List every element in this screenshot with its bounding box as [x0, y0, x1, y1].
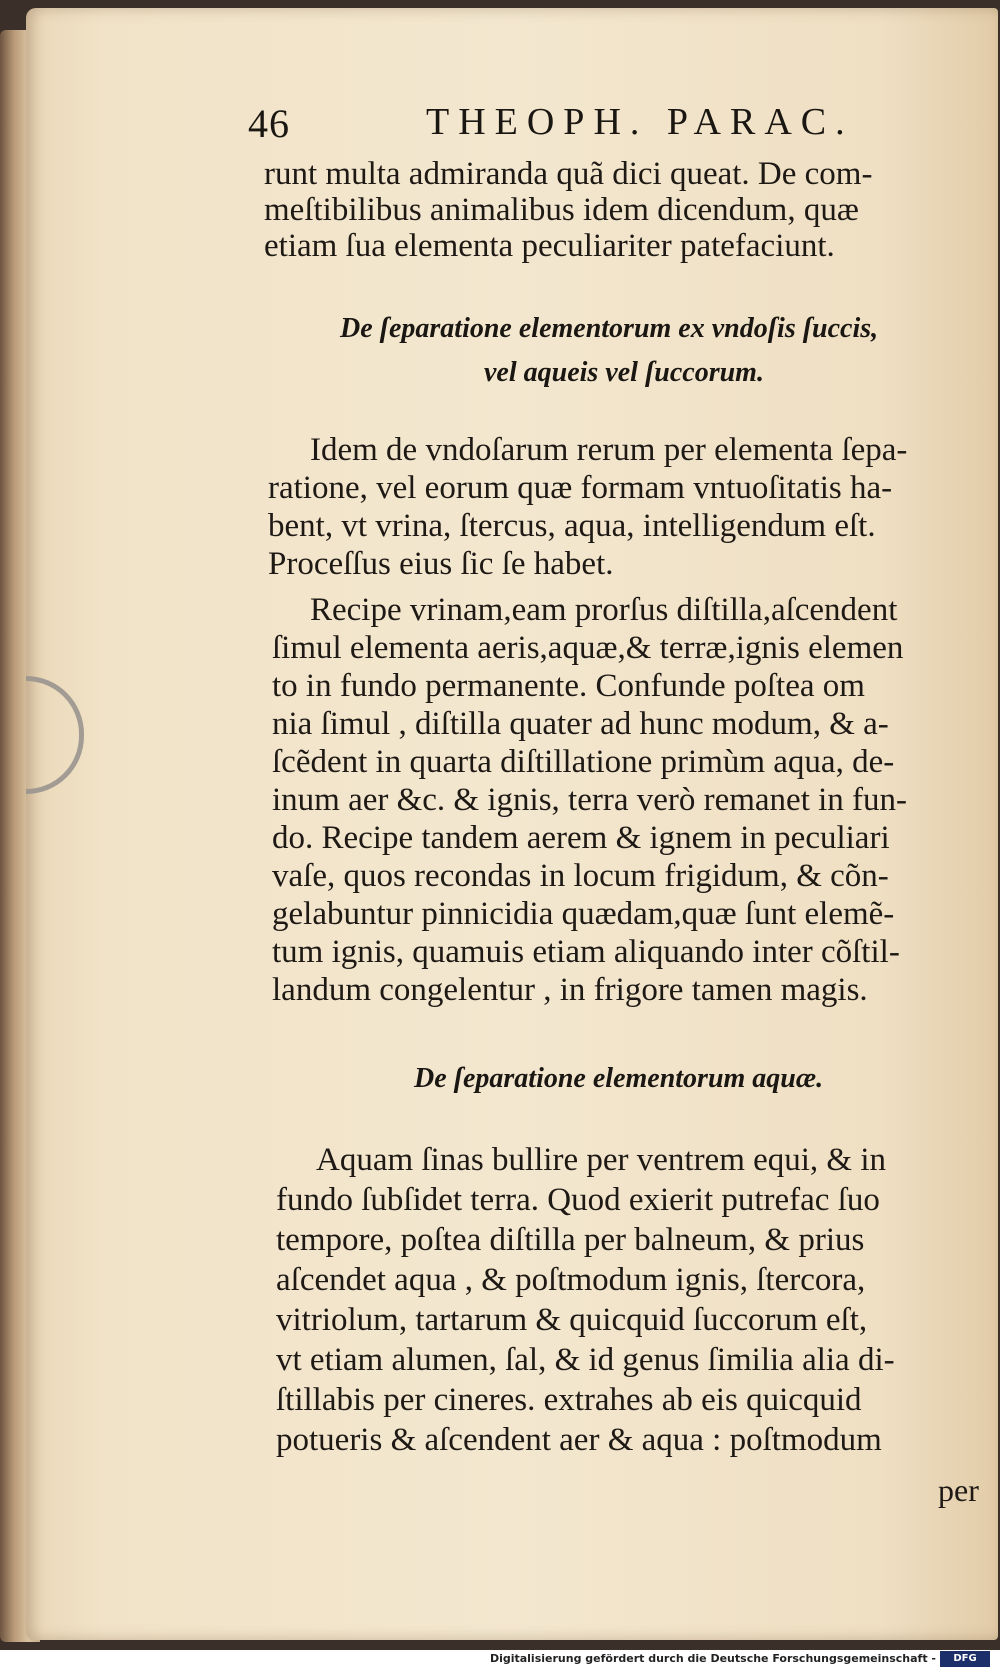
text-line: ſtillabis per cineres. extrahes ab eis quicquid — [276, 1382, 862, 1418]
text-line: nia ſimul , diſtilla quater ad hunc modum, & a- — [272, 706, 889, 742]
text-line: landum congelentur , in frigore tamen magis. — [272, 972, 868, 1008]
text-line: etiam ſua elementa peculiariter patefaciunt. — [264, 228, 835, 264]
text-line: Recipe vrinam,eam prorſus diſtilla,aſcendent — [310, 592, 898, 628]
catchword: per — [938, 1472, 979, 1508]
dfg-logo: DFG — [940, 1651, 990, 1667]
page-header — [248, 100, 888, 150]
text-line: vt etiam alumen, ſal, & id genus ſimilia alia di- — [276, 1342, 895, 1378]
digitization-credit: Digitalisierung gefördert durch die Deutsche Forschungsgemeinschaft - — [489, 1652, 936, 1665]
text-line: tum ignis, quamuis etiam aliquando inter cõſtil- — [272, 934, 900, 970]
text-line: inum aer &c. & ignis, terra verò remanet in fun- — [272, 782, 908, 818]
text-line: runt multa admiranda quã dici queat. De com- — [264, 156, 873, 192]
running-title: THEOPH. PARAC. — [426, 101, 854, 143]
text-line: bent, vt vrina, ſtercus, aqua, intelligendum eſt. — [268, 508, 876, 544]
section-heading: De ſeparatione elementorum aquæ. — [414, 1063, 824, 1094]
text-line: gelabuntur pinnicidia quædam,quæ ſunt elemẽ- — [272, 896, 895, 932]
text-line: to in fundo permanente. Confunde poſtea om — [272, 668, 865, 704]
text-line: Idem de vndoſarum rerum per elementa ſepa- — [310, 432, 908, 468]
text-line: ſimul elementa aeris,aquæ,& terræ,ignis elemen — [272, 630, 904, 666]
text-line: potueris & aſcendent aer & aqua : poſtmodum — [276, 1422, 882, 1458]
text-line: ratione, vel eorum quæ formam vntuoſitatis ha- — [268, 470, 893, 506]
text-line: Aquam ſinas bullire per ventrem equi, & in — [316, 1142, 887, 1178]
text-line: ſcẽdent in quarta diſtillatione primùm aqua, de- — [272, 744, 895, 780]
section-heading: De ſeparatione elementorum ex vndoſis ſuccis, — [340, 313, 879, 344]
text-line: aſcendet aqua , & poſtmodum ignis, ſtercora, — [276, 1262, 866, 1298]
text-line: meſtibilibus animalibus idem dicendum, quæ — [264, 192, 859, 228]
text-line: do. Recipe tandem aerem & ignem in peculiari — [272, 820, 890, 856]
text-line: fundo ſubſidet terra. Quod exierit putrefac ſuo — [276, 1182, 880, 1218]
page-number: 46 — [248, 101, 290, 146]
section-heading: vel aqueis vel ſuccorum. — [484, 357, 764, 388]
text-line: tempore, poſtea diſtilla per balneum, & prius — [276, 1222, 865, 1258]
page-clip — [26, 676, 84, 794]
text-line: vaſe, quos recondas in locum frigidum, & cõn- — [272, 858, 889, 894]
text-line: Proceſſus eius ſic ſe habet. — [268, 546, 614, 582]
text-line: vitriolum, tartarum & quicquid ſuccorum eſt, — [276, 1302, 868, 1338]
